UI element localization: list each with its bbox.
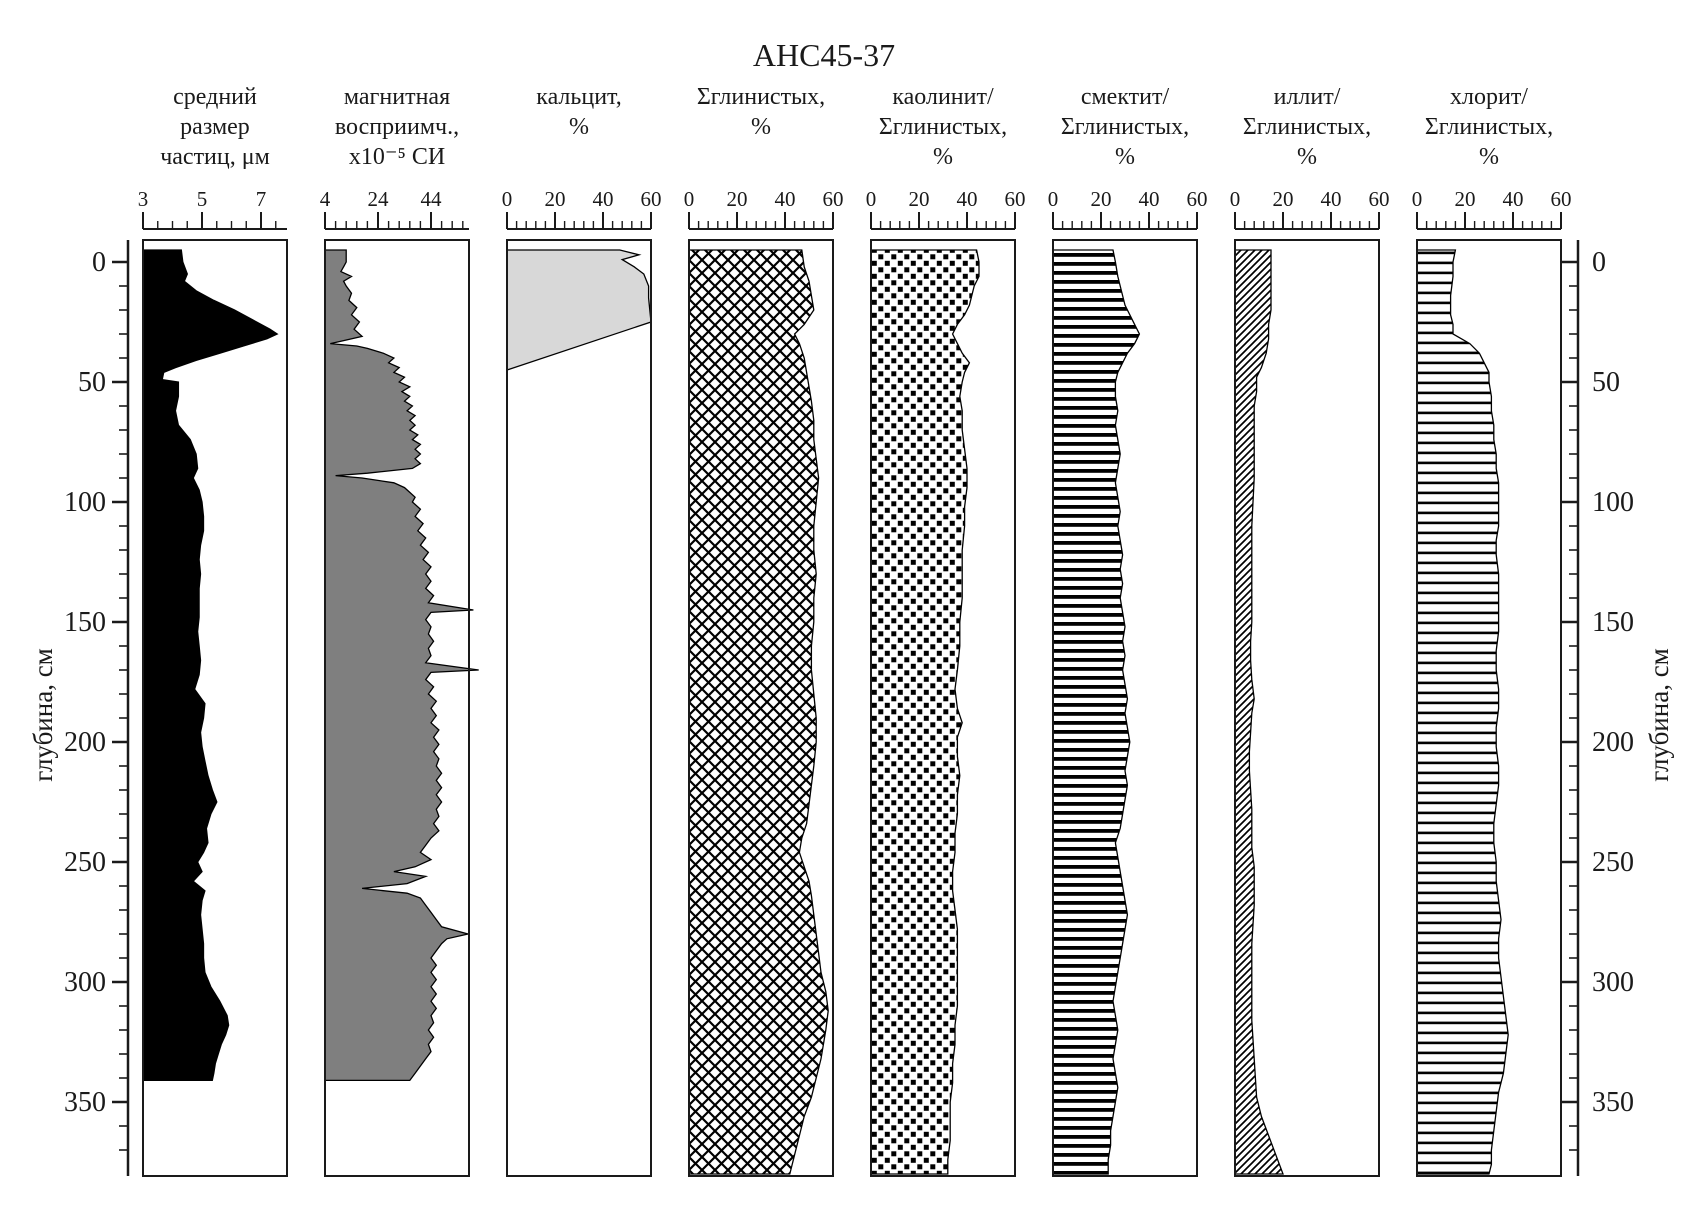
kaolinite-header-line: % <box>933 144 953 170</box>
panels-group <box>138 84 1572 1176</box>
left-depth-tick-label: 350 <box>64 1087 106 1118</box>
chlorite-header-line: % <box>1479 144 1499 170</box>
magnetic-susceptibility-header-line: х10⁻⁵ СИ <box>348 144 446 170</box>
chlorite-x-tick-label: 40 <box>1502 187 1524 211</box>
panel-illite <box>1230 84 1390 1176</box>
calcite-panel-frame <box>507 240 651 1176</box>
panel-smectite <box>1048 84 1208 1176</box>
total-clay-x-tick-label: 60 <box>822 187 844 211</box>
chlorite-x-tick-label: 0 <box>1411 187 1423 211</box>
illite-header-line: иллит/ <box>1273 84 1341 110</box>
illite-x-tick-label: 20 <box>1272 187 1294 211</box>
left-depth-ruler <box>64 240 128 1176</box>
magnetic-susceptibility-series-area <box>325 250 479 1080</box>
illite-x-tick-label: 60 <box>1368 187 1390 211</box>
magnetic-susceptibility-x-tick-label: 44 <box>420 187 442 211</box>
magnetic-susceptibility-header-line: восприимч., <box>334 114 460 140</box>
left-depth-axis-label: глубина, см <box>28 648 58 782</box>
calcite-series-area <box>507 250 651 370</box>
kaolinite-x-tick-label: 0 <box>865 187 877 211</box>
panel-mean-grain-size <box>138 84 287 1176</box>
illite-x-tick-label: 40 <box>1320 187 1342 211</box>
mean-grain-size-x-tick-label: 7 <box>255 187 267 211</box>
total-clay-x-tick-label: 40 <box>774 187 796 211</box>
smectite-series-area <box>1053 250 1139 1174</box>
mean-grain-size-series-area <box>143 250 277 1080</box>
figure-title: АНС45-37 <box>752 37 896 73</box>
chlorite-series-area <box>1417 250 1508 1174</box>
total-clay-header-line: Σглинистых, <box>696 84 826 110</box>
left-depth-tick-label: 250 <box>64 847 106 878</box>
mean-grain-size-x-tick-label: 3 <box>137 187 149 211</box>
mean-grain-size-header-line: частиц, μм <box>160 144 270 170</box>
chlorite-header-line: Σглинистых, <box>1424 114 1554 140</box>
left-depth-tick-label: 100 <box>64 487 106 518</box>
smectite-x-tick-label: 20 <box>1090 187 1112 211</box>
calcite-header-line: % <box>569 114 589 140</box>
left-depth-tick-label: 150 <box>64 607 106 638</box>
right-depth-tick-label: 100 <box>1592 487 1634 518</box>
kaolinite-header-line: каолинит/ <box>892 84 994 110</box>
magnetic-susceptibility-x-tick-label: 24 <box>367 187 389 211</box>
kaolinite-header-line: Σглинистых, <box>878 114 1008 140</box>
right-depth-tick-label: 250 <box>1592 847 1634 878</box>
kaolinite-x-tick-label: 20 <box>908 187 930 211</box>
left-depth-tick-label: 0 <box>92 247 106 278</box>
kaolinite-x-tick-label: 60 <box>1004 187 1026 211</box>
mean-grain-size-x-tick-label: 5 <box>196 187 208 211</box>
panel-kaolinite <box>866 84 1026 1176</box>
magnetic-susceptibility-x-tick-label: 4 <box>319 187 331 211</box>
panel-calcite <box>502 84 662 1176</box>
depth-rulers-group <box>64 240 1634 1176</box>
smectite-header-line: Σглинистых, <box>1060 114 1190 140</box>
kaolinite-series-area <box>871 250 979 1174</box>
smectite-header-line: % <box>1115 144 1135 170</box>
right-depth-tick-label: 150 <box>1592 607 1634 638</box>
right-depth-tick-label: 300 <box>1592 967 1634 998</box>
kaolinite-x-tick-label: 40 <box>956 187 978 211</box>
smectite-x-tick-label: 40 <box>1138 187 1160 211</box>
chlorite-header-line: хлорит/ <box>1450 84 1528 110</box>
right-depth-tick-label: 200 <box>1592 727 1634 758</box>
magnetic-susceptibility-header-line: магнитная <box>343 84 451 110</box>
smectite-header-line: смектит/ <box>1080 84 1170 110</box>
right-depth-tick-label: 0 <box>1592 247 1606 278</box>
smectite-x-tick-label: 0 <box>1047 187 1059 211</box>
right-depth-tick-label: 350 <box>1592 1087 1634 1118</box>
total-clay-series-area <box>689 250 828 1174</box>
left-depth-tick-label: 300 <box>64 967 106 998</box>
illite-series-area <box>1235 250 1283 1174</box>
total-clay-x-tick-label: 0 <box>683 187 695 211</box>
calcite-header-line: кальцит, <box>536 84 622 110</box>
chlorite-x-tick-label: 20 <box>1454 187 1476 211</box>
left-depth-tick-label: 200 <box>64 727 106 758</box>
illite-x-tick-label: 0 <box>1229 187 1241 211</box>
calcite-x-tick-label: 0 <box>501 187 513 211</box>
left-depth-tick-label: 50 <box>78 367 106 398</box>
chlorite-x-tick-label: 60 <box>1550 187 1572 211</box>
calcite-x-tick-label: 60 <box>640 187 662 211</box>
calcite-x-tick-label: 20 <box>544 187 566 211</box>
smectite-x-tick-label: 60 <box>1186 187 1208 211</box>
mean-grain-size-header-line: средний <box>173 84 257 110</box>
panel-chlorite <box>1412 84 1572 1176</box>
mean-grain-size-header-line: размер <box>180 114 250 140</box>
total-clay-header-line: % <box>751 114 771 140</box>
illite-header-line: % <box>1297 144 1317 170</box>
total-clay-x-tick-label: 20 <box>726 187 748 211</box>
right-depth-tick-label: 50 <box>1592 367 1620 398</box>
calcite-x-tick-label: 40 <box>592 187 614 211</box>
right-depth-axis-label: глубина, см <box>1644 648 1674 782</box>
right-depth-ruler <box>1562 240 1634 1176</box>
panel-total-clay <box>684 84 844 1176</box>
illite-header-line: Σглинистых, <box>1242 114 1372 140</box>
panel-magnetic-susceptibility <box>320 84 479 1176</box>
